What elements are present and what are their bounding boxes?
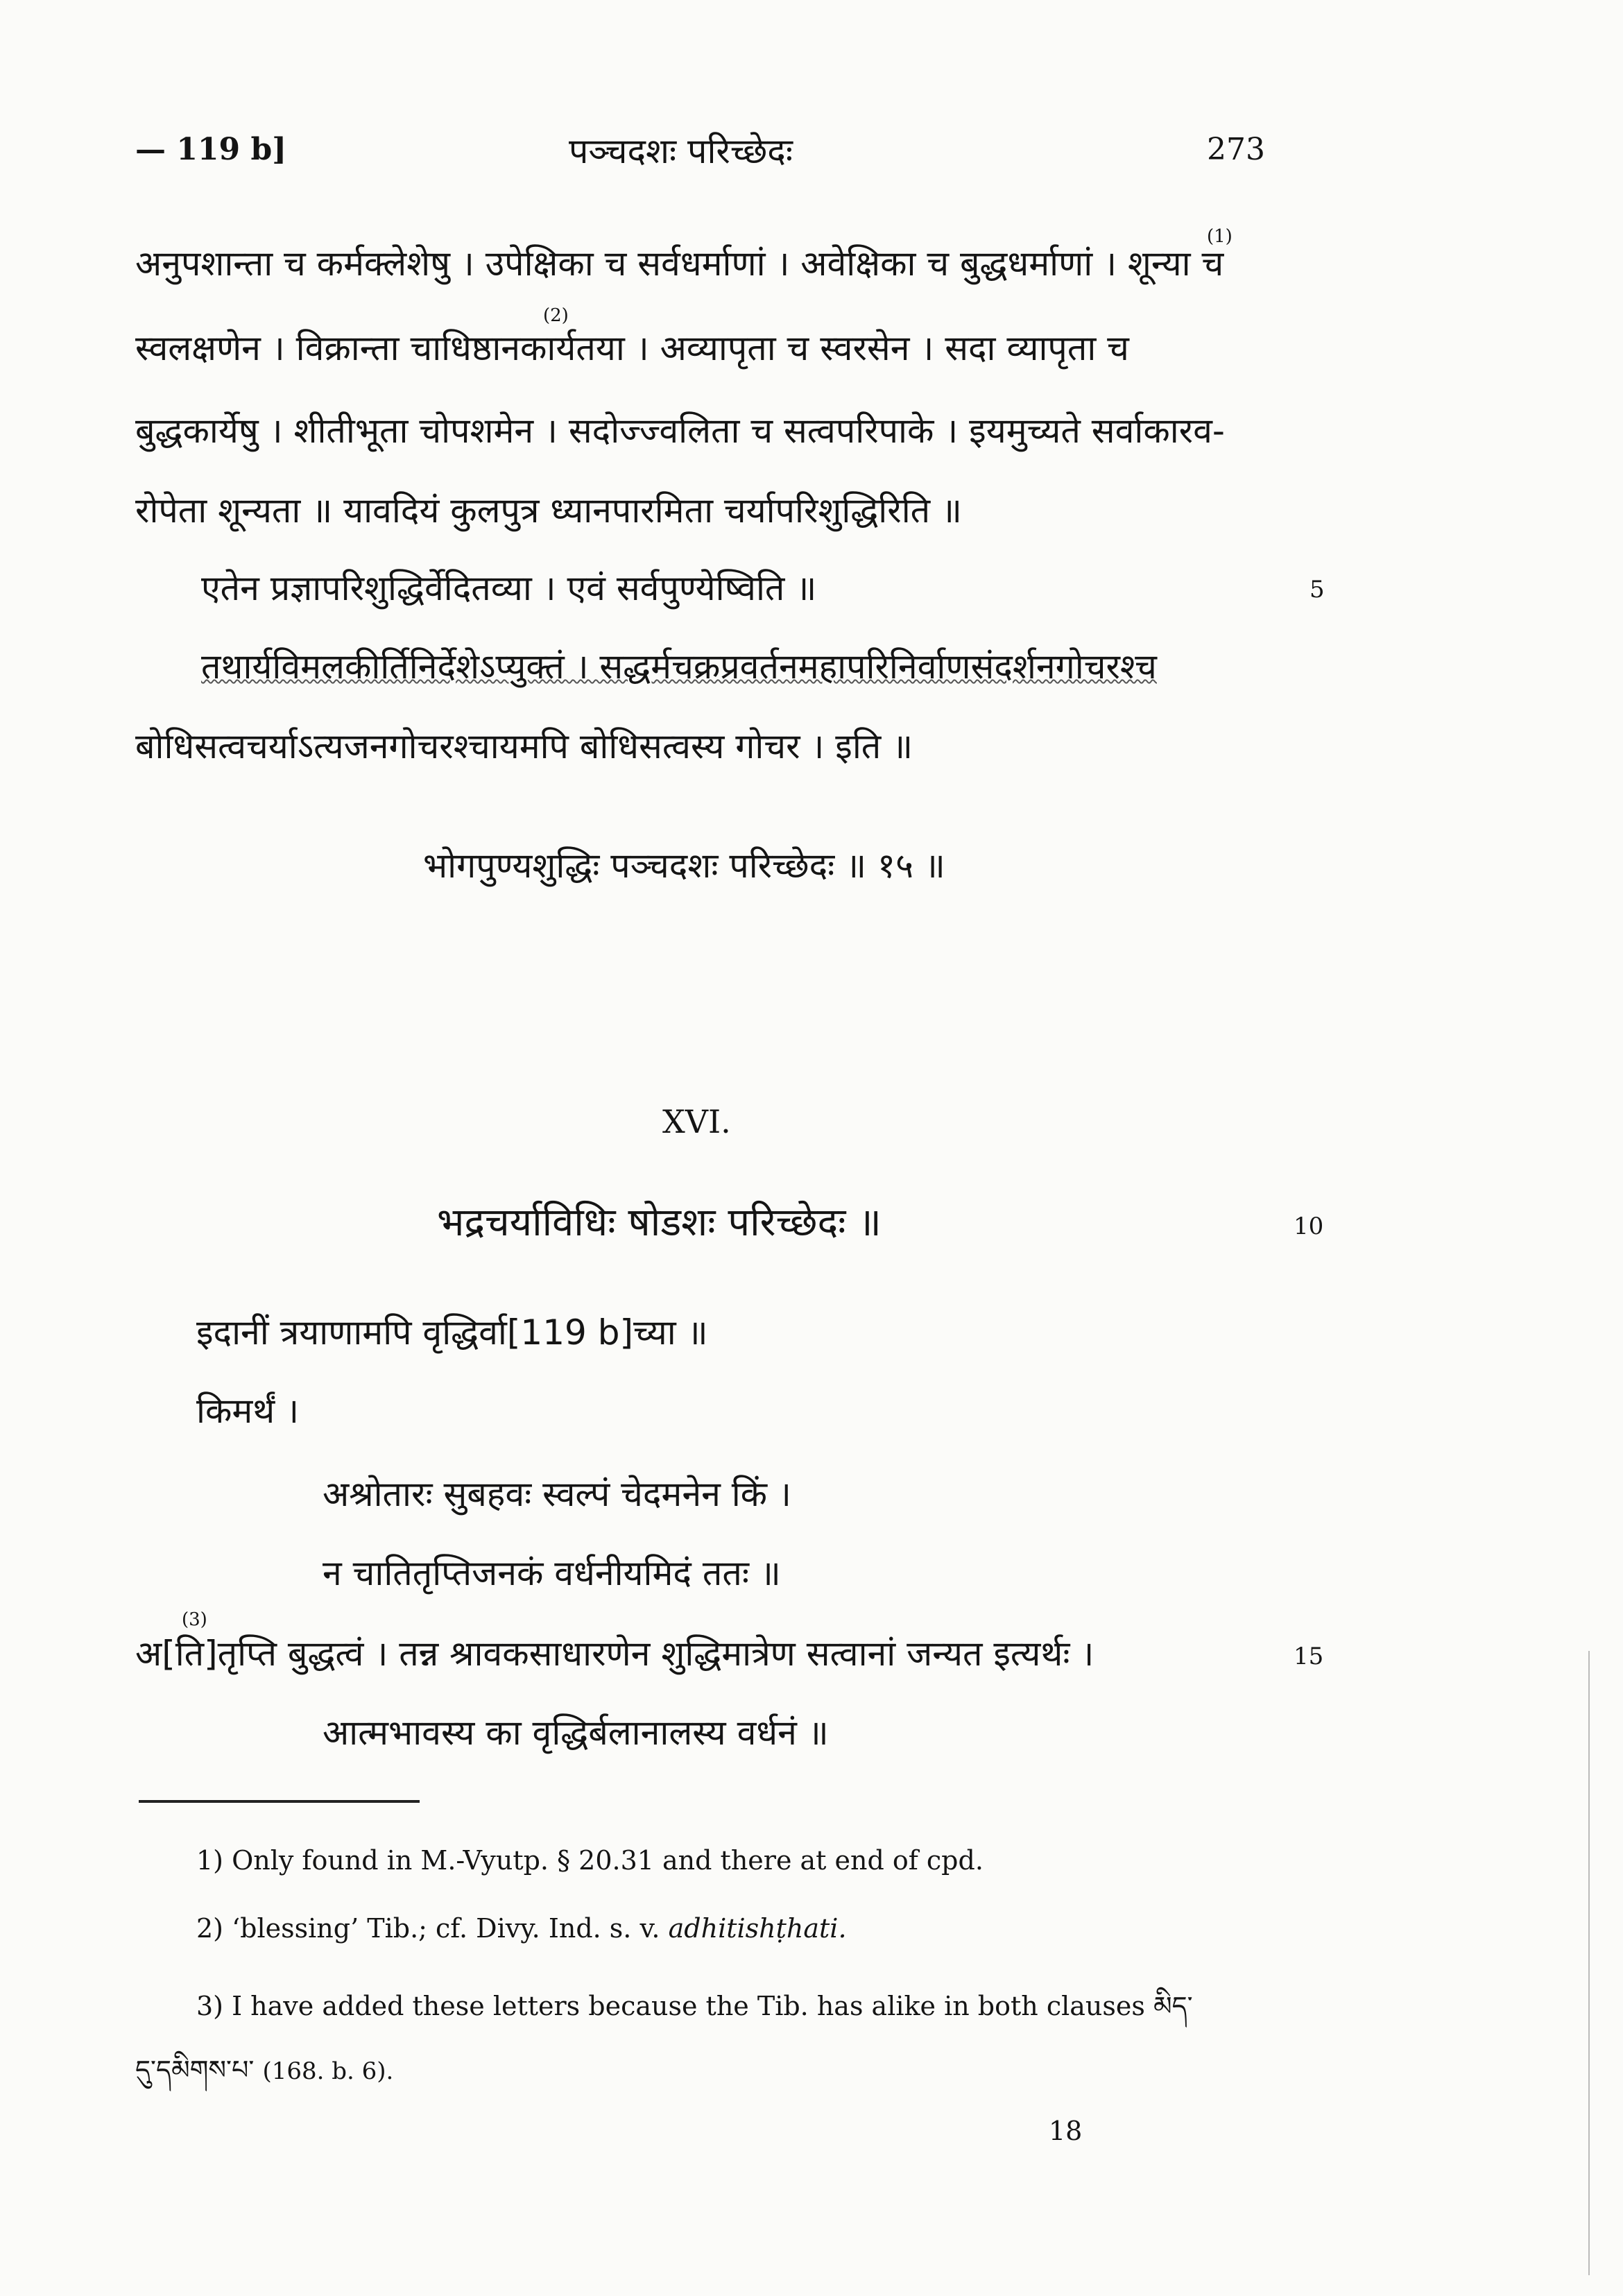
- footnote-mark-1: (1): [1207, 226, 1233, 247]
- running-head-title: पञ्चदशः परिच्छेदः: [569, 131, 793, 171]
- text-line-6: [201, 642, 1157, 689]
- footnote-1: 1) Only found in M.-Vyutp. § 20.31 and there at end of cpd.: [196, 1845, 984, 1876]
- footnote-rule: [139, 1800, 420, 1803]
- verse-line-1: अश्रोतारः सुबहवः स्वल्पं चेदमनेन किं ।: [323, 1474, 791, 1514]
- footnote-3-reference: (168. b. 6).: [262, 2057, 394, 2085]
- text-line-1: अनुपशान्ता च कर्मक्लेशेषु । उपेक्षिका च सर्वधर्माणां । अवेक्षिका च बुद्धधर्माणां । शून्या च: [135, 243, 1224, 284]
- line-number-5: 5: [1309, 576, 1325, 603]
- page-number: 273: [1207, 132, 1265, 167]
- text-line-6-content: तथार्यविमलकीर्तिनिर्देशेऽप्युक्तं । सद्धर्मचक्रप्रवर्तनमहापरिनिर्वाणसंदर्शनगोचरश्च: [201, 646, 1157, 687]
- footnote-mark-3: (3): [182, 1609, 207, 1630]
- text-line-9: किमर्थं ।: [196, 1391, 300, 1431]
- chapter-numeral: XVI.: [662, 1103, 731, 1140]
- line-number-15: 15: [1294, 1643, 1324, 1670]
- footnote-2-text: 2) ‘blessing’ Tib.; cf. Divy. Ind. s. v.: [196, 1913, 660, 1944]
- colophon: भोगपुण्यशुद्धिः पञ्चदशः परिच्छेदः ॥ १५ ॥: [423, 846, 945, 886]
- text-line-2: स्वलक्षणेन । विक्रान्ता चाधिष्ठानकार्यतया । अव्यापृता च स्वरसेन । सदा व्यापृता च: [135, 328, 1129, 368]
- verse-line-2: न चातितृप्तिजनकं वर्धनीयमिदं ततः ॥: [323, 1553, 781, 1593]
- footnote-3: [196, 1977, 1193, 2051]
- footnote-3-continued: [135, 2041, 393, 2115]
- text-line-7: बोधिसत्वचर्याऽत्यजनगोचरश्चायमपि बोधिसत्वस्य गोचर । इति ॥: [135, 726, 913, 766]
- footnote-3-text: 3) I have added these letters because the Tib. has alike in both clauses: [196, 1991, 1145, 2021]
- footnote-3-tibetan-2: དུ་དམིགས་པ་: [135, 2055, 255, 2085]
- chapter-title: भद्रचर्याविधिः षोडशः परिच्छेदः ॥: [437, 1200, 882, 1245]
- verse-line-3: आत्मभावस्य का वृद्धिर्बलानालस्य वर्धनं ॥: [323, 1713, 829, 1753]
- scan-edge-line: [1588, 1651, 1590, 2275]
- running-head-left: — 119 b]: [135, 132, 287, 167]
- text-line-8: इदानीं त्रयाणामपि वृद्धिर्वा[119 b]च्या ॥: [196, 1312, 708, 1353]
- text-line-10: अ[ति]तृप्ति बुद्धत्वं । तन्न श्रावकसाधारणेन शुद्धिमात्रेण सत्वानां जन्यत इत्यर्थः ।: [135, 1634, 1094, 1674]
- footnote-2-term: adhitishṭhati.: [668, 1913, 847, 1944]
- footnote-mark-2: (2): [543, 305, 569, 326]
- text-line-5: एतेन प्रज्ञापरिशुद्धिर्वेदितव्या । एवं सर्वपुण्येष्विति ॥: [201, 568, 817, 608]
- text-line-4: रोपेता शून्यता ॥ यावदियं कुलपुत्र ध्यानपारमिता चर्यापरिशुद्धिरिति ॥: [135, 490, 963, 531]
- line-number-10: 10: [1294, 1213, 1324, 1240]
- text-line-3: बुद्धकार्येषु । शीतीभूता चोपशमेन । सदोज्ज्वलिता च सत्वपरिपाके । इयमुच्यते सर्वाकारव-: [135, 411, 1225, 451]
- footnote-2: [196, 1913, 847, 1944]
- signature-mark: 18: [1049, 2116, 1083, 2146]
- footnote-3-tibetan-1: མིད་: [1153, 1991, 1193, 2021]
